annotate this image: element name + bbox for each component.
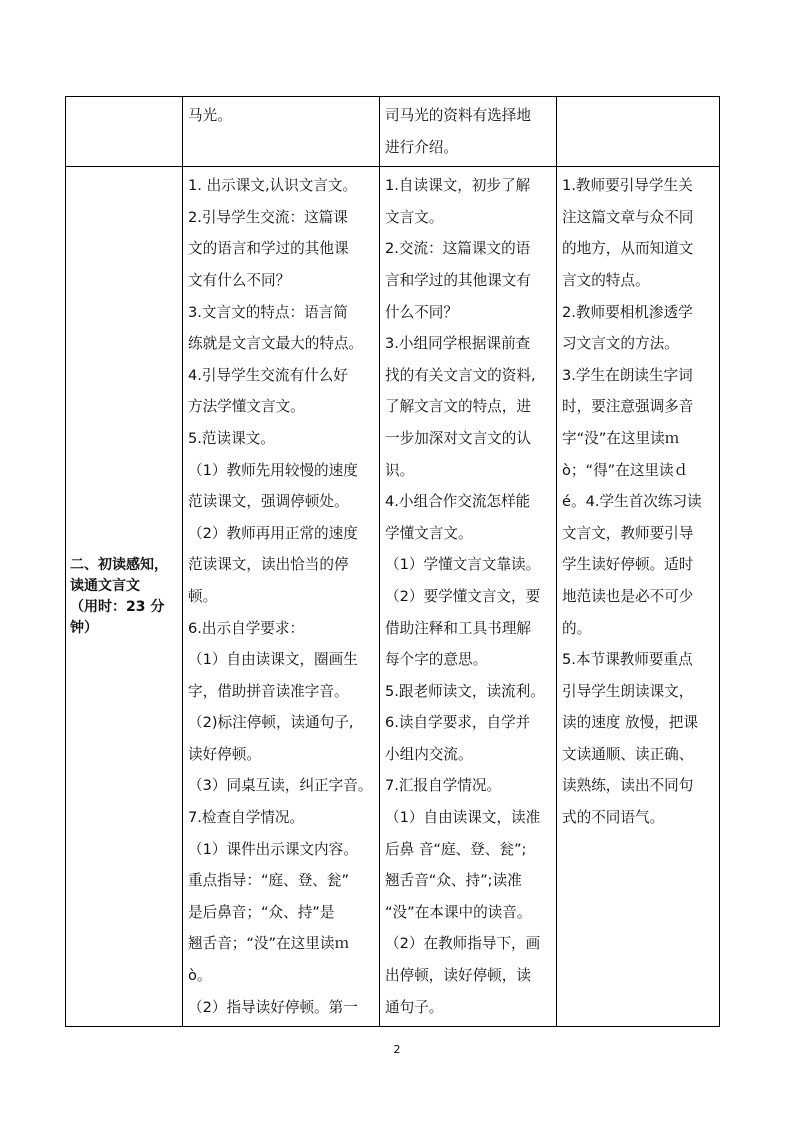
cell-line: 顿。	[188, 587, 218, 605]
cell-line: 钟）	[70, 619, 98, 636]
cell-line: 的地方，从而知道文	[562, 240, 694, 258]
student-activity-cell	[380, 97, 557, 167]
cell-line: 2.交流：这篇课文的语	[385, 240, 531, 258]
cell-line: 5.范读课文。	[188, 429, 275, 447]
cell-line: （2）在教师指导下，画	[385, 935, 541, 953]
cell-line: 文的语言和学过的其他课	[188, 240, 349, 258]
cell-line: 引导学生朗读课文，	[562, 682, 694, 700]
page-number: 2	[393, 1043, 401, 1056]
cell-line: 7.汇报自学情况。	[385, 777, 502, 795]
cell-line: 翘舌音“众、持”;读准	[385, 872, 522, 890]
cell-line: 文言文。	[385, 208, 444, 226]
teacher-activity-cell	[183, 97, 380, 167]
cell-line: 每个字的意思。	[385, 651, 488, 669]
cell-line: 读通文言文	[70, 577, 140, 594]
cell-line: （用时：23 分	[70, 598, 165, 615]
cell-line: 小组内交流。	[385, 745, 473, 763]
cell-line: 字“没”在这里读ｍ	[562, 429, 680, 447]
cell-line: 识。	[385, 461, 415, 479]
cell-line: 5.本节课教师要重点	[562, 651, 693, 669]
cell-line: é。4.学生首次练习读	[562, 493, 702, 511]
cell-line: 读熟练，读出不同句	[562, 777, 694, 795]
cell-line: 式的不同语气。	[562, 809, 665, 827]
cell-line: 文读通顺、读正确、	[562, 745, 694, 763]
design-intent-cell	[557, 97, 720, 167]
cell-line: 4.小组合作交流怎样能	[385, 493, 531, 511]
cell-line: （1）自由读课文，圈画生	[188, 651, 358, 669]
stage-cell	[66, 167, 183, 1027]
table-row	[66, 97, 720, 167]
lesson-plan-table	[65, 96, 720, 1027]
cell-line: （2)标注停顿，读通句子,	[188, 714, 354, 732]
cell-line: 一步加深对文言文的认	[385, 429, 531, 447]
cell-line: 5.跟老师读文，读流利。	[385, 682, 545, 700]
cell-line: 6.出示自学要求：	[188, 619, 305, 637]
cell-line: 是后鼻音；“众、持”是	[188, 903, 335, 921]
cell-line: （2）指导读好停顿。第一	[188, 998, 358, 1016]
cell-line: 言文的特点。	[562, 271, 650, 289]
cell-line: 马光。	[188, 107, 232, 124]
cell-line: 3.学生在朗读生字词	[562, 366, 693, 384]
cell-line: 3.小组同学根据课前查	[385, 335, 531, 353]
cell-line: （1）学懂文言文靠读。	[385, 556, 541, 574]
table-row	[66, 167, 720, 1027]
cell-line: 学生读好停顿。适时	[562, 556, 694, 574]
cell-line: 后鼻 音“庭、登、瓮”;	[385, 840, 527, 858]
cell-line: 练就是文言文最大的特点。	[188, 335, 364, 353]
cell-line: 找的有关文言文的资料,	[385, 366, 536, 384]
cell-line: ò；“得”在这里读ｄ	[562, 461, 689, 479]
cell-line: 借助注释和工具书理解	[385, 619, 531, 637]
cell-line: （1）课件出示课文内容。	[188, 840, 358, 858]
cell-line: 翘舌音；“没”在这里读ｍ	[188, 935, 350, 953]
cell-line: 范读课文，读出恰当的停	[188, 556, 349, 574]
cell-line: 什么不同？	[385, 303, 458, 321]
cell-line: ò。	[188, 967, 212, 985]
cell-line: 了解文言文的特点，进	[385, 398, 531, 416]
cell-line: 的。	[562, 619, 592, 637]
cell-line: 7.检查自学情况。	[188, 809, 305, 827]
cell-line: 1. 出示课文,认识文言文。	[188, 177, 358, 195]
cell-line: 通句子。	[385, 998, 444, 1016]
cell-line: （1）教师先用较慢的速度	[188, 461, 358, 479]
cell-line: 二、初读感知，	[70, 556, 168, 573]
cell-line: 习文言文的方法。	[562, 335, 679, 353]
cell-line: （1）自由读课文，读准	[385, 809, 541, 827]
cell-line: 字，借助拼音读准字音。	[188, 682, 349, 700]
cell-line: 3.文言文的特点：语言简	[188, 303, 348, 321]
cell-line: 读的速度 放慢，把课	[562, 714, 698, 732]
stage-cell-empty	[66, 97, 183, 167]
cell-line: 地范读也是必不可少	[562, 587, 694, 605]
cell-line: （2）要学懂文言文，要	[385, 587, 541, 605]
cell-line: 学懂文言文。	[385, 524, 473, 542]
cell-line: 4.引导学生交流有什么好	[188, 366, 348, 384]
cell-line: 1.自读课文，初步了解	[385, 177, 531, 195]
teacher-activity-cell	[183, 167, 380, 1027]
cell-line: 读好停顿。	[188, 745, 261, 763]
cell-line: 1.教师要引导学生关	[562, 177, 693, 195]
cell-line: 文言文，教师要引导	[562, 524, 694, 542]
cell-line: 范读课文，强调停顿处。	[188, 493, 349, 511]
cell-line: （2）教师再用正常的速度	[188, 524, 358, 542]
cell-line: 时，要注意强调多音	[562, 398, 694, 416]
cell-line: 2.引导学生交流：这篇课	[188, 208, 348, 226]
cell-line: 言和学过的其他课文有	[385, 271, 531, 289]
design-intent-cell	[557, 167, 720, 1027]
cell-line: 出停顿，读好停顿，读	[385, 967, 531, 985]
cell-line: 进行介绍。	[385, 138, 458, 156]
cell-line: （3）同桌互读，纠正字音。	[188, 777, 373, 795]
cell-line: 注这篇文章与众不同	[562, 208, 694, 226]
student-activity-cell	[380, 167, 557, 1027]
cell-line: 重点指导：“庭、登、瓮”	[188, 872, 350, 890]
cell-line: “没”在本课中的读音。	[385, 903, 532, 921]
cell-line: 司马光的资料有选择地	[385, 107, 531, 124]
cell-line: 文有什么不同？	[188, 271, 291, 289]
cell-line: 2.教师要相机渗透学	[562, 303, 693, 321]
cell-line: 方法学懂文言文。	[188, 398, 305, 416]
cell-line: 6.读自学要求，自学并	[385, 714, 531, 732]
